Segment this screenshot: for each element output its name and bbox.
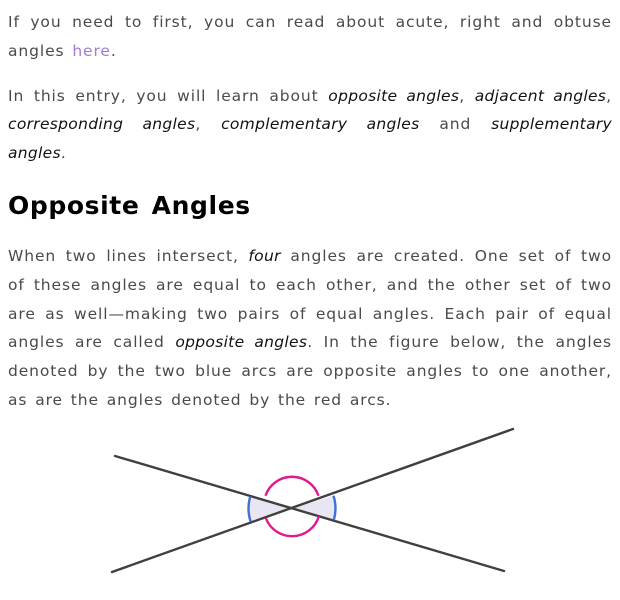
term-adjacent-angles: adjacent angles: [474, 86, 607, 105]
here-link[interactable]: here: [72, 41, 111, 60]
entry-sep: ,: [606, 86, 612, 105]
term-opposite-angles: opposite angles: [328, 86, 460, 105]
section-text: . In the figure below, the angles denoted by the two blue arcs are opposite angles to one another, as are the angles denoted by the red arcs.: [8, 333, 612, 409]
term-corresponding-angles: corresponding angles: [8, 115, 196, 134]
opposite-angles-paragraph: [8, 242, 612, 415]
line-b: [112, 429, 513, 572]
red-arc-top: [266, 477, 319, 496]
term-supplementary-angles: supplementary angles: [8, 115, 613, 163]
entry-sep: ,: [459, 86, 475, 105]
section-text: angles are created. One set of two of these angles are equal to each other, and the other set of two are as well—making two pairs of equal angles. Each pair of equal angles are called: [8, 246, 612, 352]
section-heading: Opposite Angles: [8, 190, 251, 220]
entry-sep: and: [419, 115, 492, 134]
line-a: [115, 456, 504, 571]
intro-text: If you need to first, you can read about acute, right and obtuse angles: [8, 13, 612, 60]
term-complementary-angles: complementary angles: [221, 115, 420, 134]
intro-end: .: [110, 41, 117, 60]
term-opposite-angles-2: opposite angles: [175, 333, 308, 352]
entry-paragraph: [8, 82, 612, 168]
entry-end: .: [60, 144, 67, 163]
entry-sep: ,: [195, 115, 222, 134]
intro-paragraph: [8, 8, 612, 66]
left-angle-shade: [249, 496, 292, 521]
entry-text: In this entry, you will learn about: [8, 86, 329, 105]
red-arc-bottom: [266, 516, 319, 536]
section-text: When two lines intersect,: [8, 246, 249, 265]
opposite-angles-diagram: [0, 415, 620, 600]
article-content: [8, 8, 612, 415]
term-four: four: [248, 246, 281, 265]
